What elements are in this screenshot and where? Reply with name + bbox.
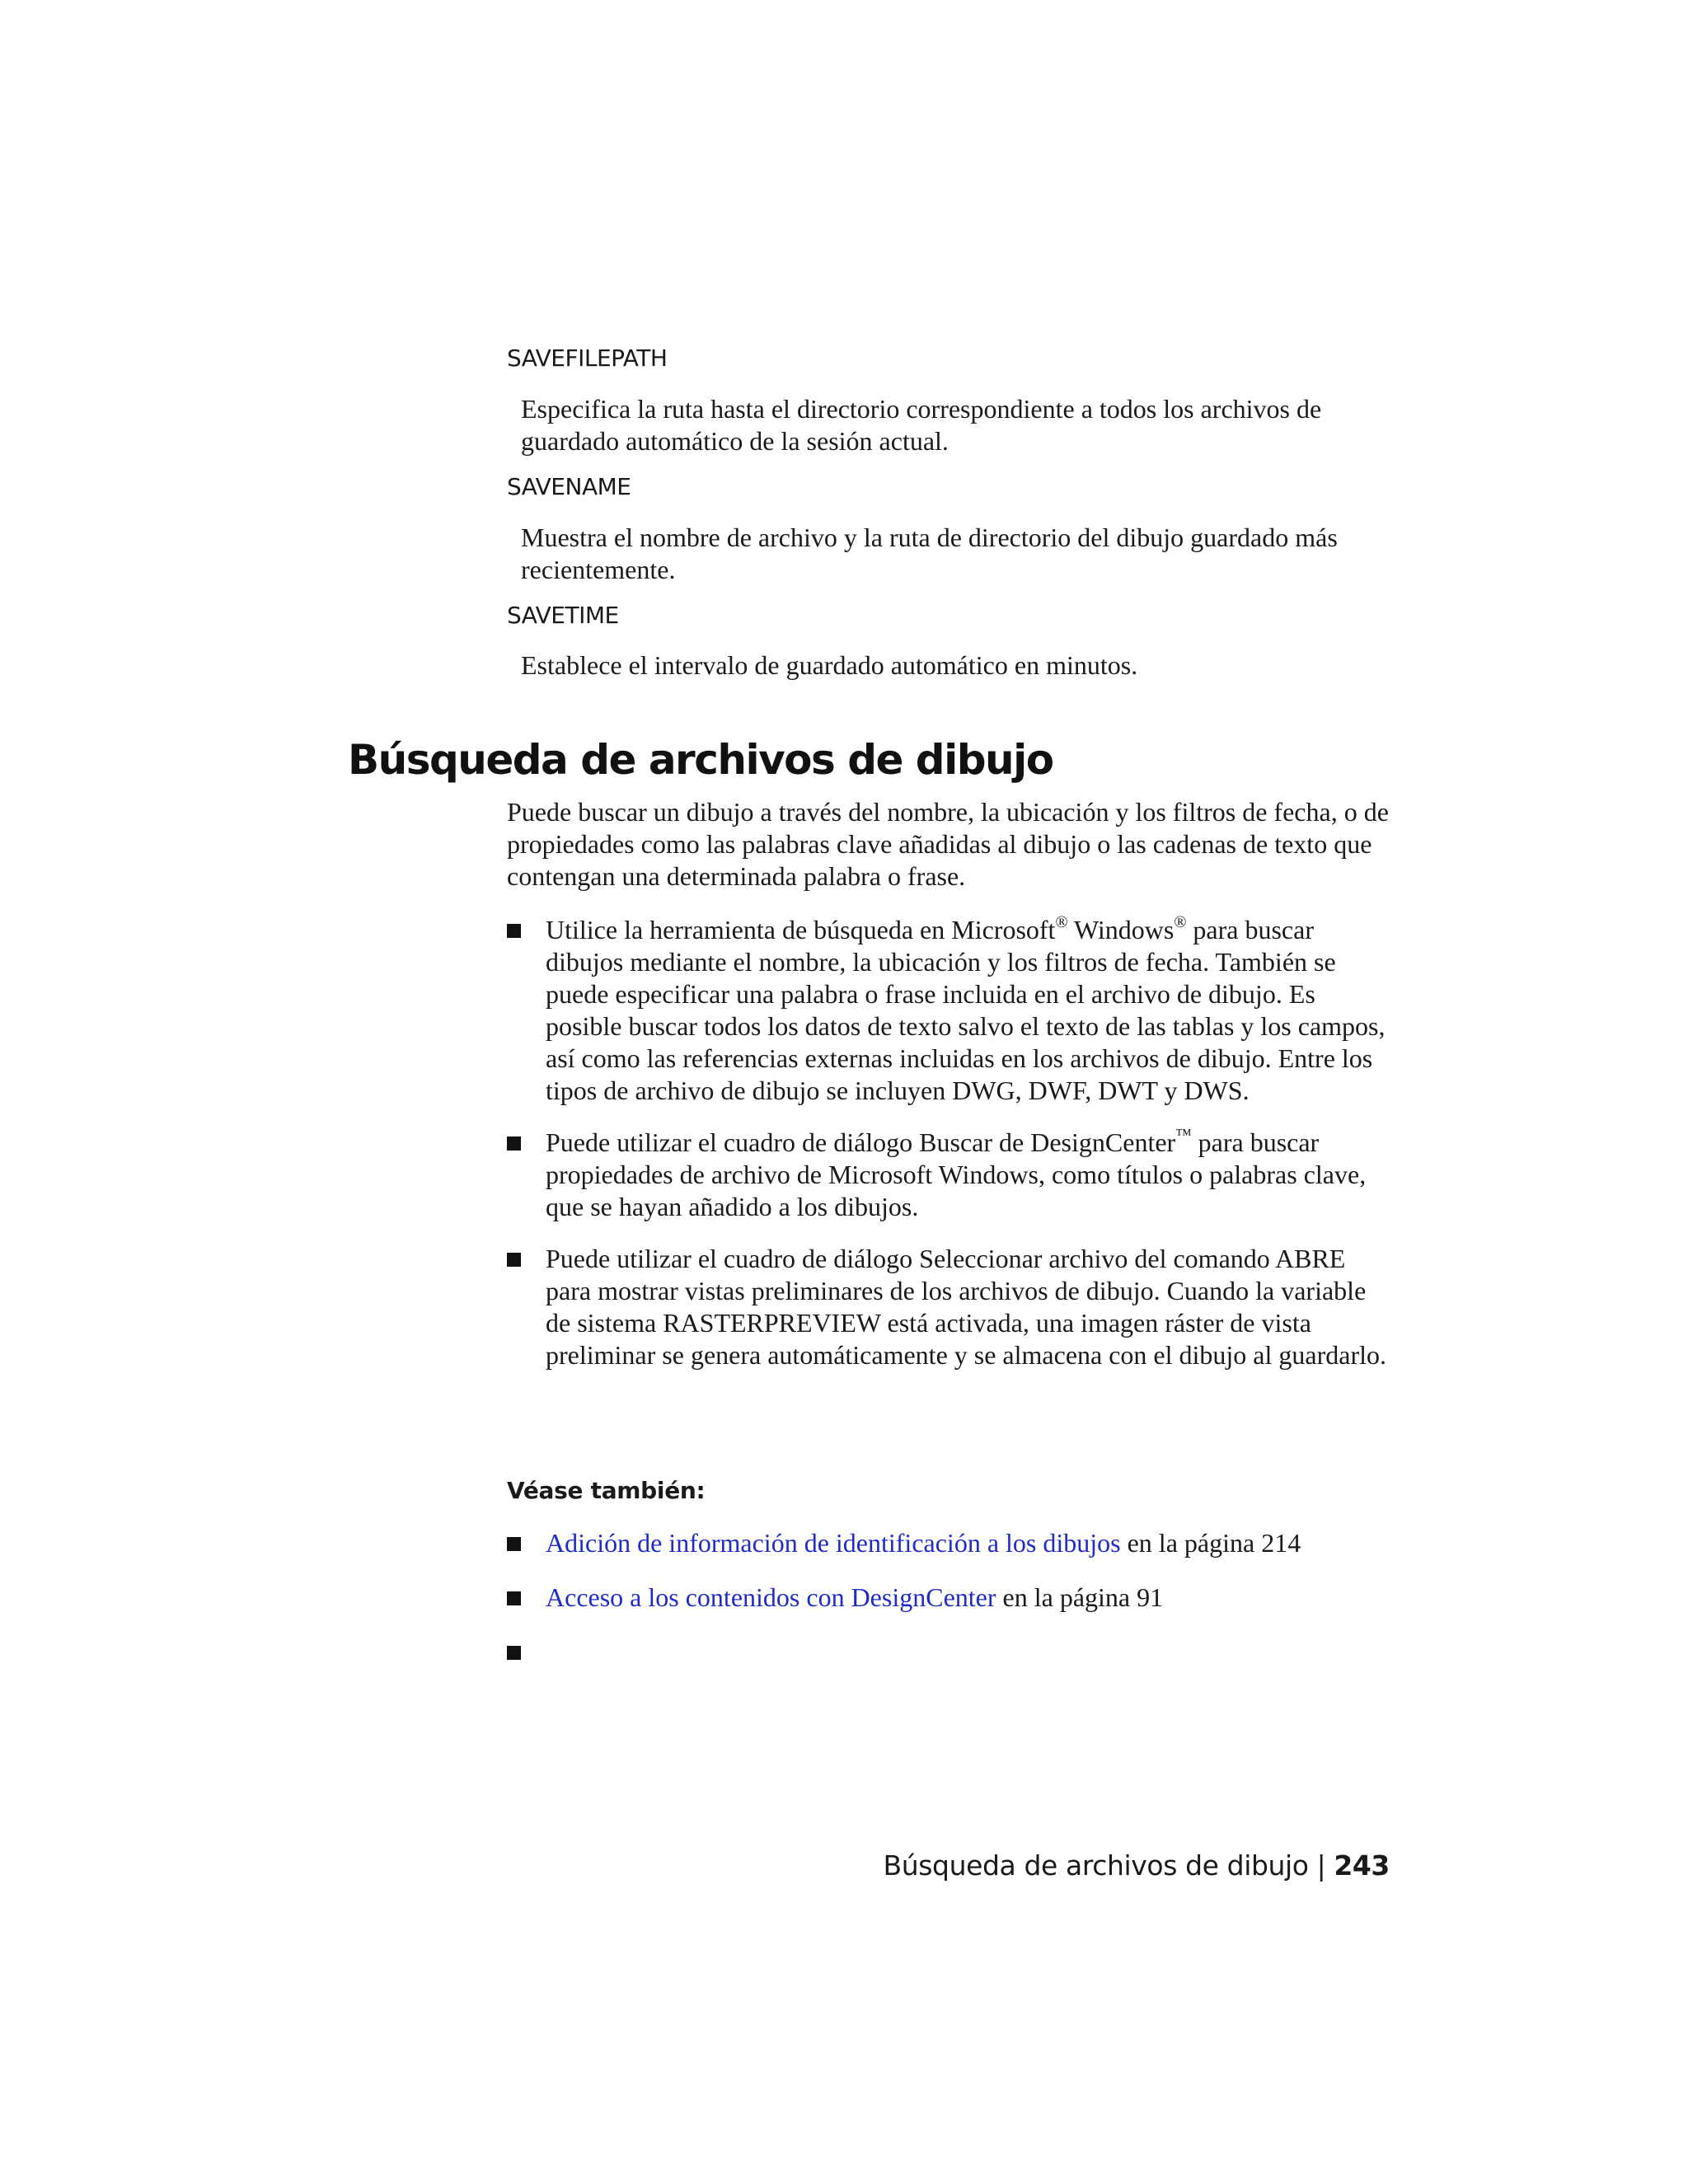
list-item xyxy=(507,1127,1397,1223)
registered-mark: ® xyxy=(1055,913,1068,932)
variable-term-savename: SAVENAME xyxy=(507,473,631,500)
page-footer xyxy=(884,1849,1390,1882)
see-also-page-ref: en la página 91 xyxy=(996,1582,1164,1612)
square-bullet-icon xyxy=(507,1137,521,1151)
bullet-text: Puede utilizar el cuadro de diálogo Seleccionar archivo del comando ABRE para mostrar vistas preliminares de los archivos de dibujo. Cuando la variable de sistema RASTERPREVIEW está activada, una imagen ráster de vista preliminar se genera automáticamente y se almacena con el dibujo al guardarlo. xyxy=(546,1244,1386,1370)
section-intro: Puede buscar un dibujo a través del nombre, la ubicación y los filtros de fecha, o de propiedades como las palabras clave añadidas al dibujo o las cadenas de texto que contengan una determinada palabra o frase. xyxy=(507,797,1389,891)
feature-bullet-list xyxy=(507,914,1397,1391)
see-also-item xyxy=(507,1527,1397,1559)
bullet-text-part: para buscar dibujos mediante el nombre, la ubicación y los filtros de fecha. También se puede especificar una palabra o frase incluida en el archivo de dibujo. Es posible buscar todos los datos de texto salvo el texto de las tablas y los campos, así como las referencias externas incluidas en los archivos de dibujo. Entre los tipos de archivo de dibujo se incluyen DWG, DWF, DWT y DWS. xyxy=(546,915,1386,1105)
footer-section-name: Búsqueda de archivos de dibujo xyxy=(883,1849,1309,1882)
see-also-heading: Véase también: xyxy=(507,1477,706,1504)
section-title: Búsqueda de archivos de dibujo xyxy=(348,736,1053,784)
variable-term-savefilepath: SAVEFILEPATH xyxy=(507,344,668,372)
see-also-page-ref: en la página 214 xyxy=(1120,1528,1301,1558)
square-bullet-icon xyxy=(507,1537,521,1551)
square-bullet-icon xyxy=(507,1253,521,1267)
footer-separator: | xyxy=(1316,1849,1326,1882)
see-also-item-empty xyxy=(507,1636,1397,1668)
square-bullet-icon xyxy=(507,924,521,938)
registered-mark: ® xyxy=(1174,913,1187,932)
bullet-text-part: Windows xyxy=(1067,915,1175,944)
variable-description-savefilepath: Especifica la ruta hasta el directorio correspondiente a todos los archivos de guardado automático de la sesión actual. xyxy=(521,394,1322,456)
trademark-mark: ™ xyxy=(1175,1126,1192,1145)
variable-term-savetime: SAVETIME xyxy=(507,602,619,629)
bullet-text-part: para buscar propiedades de archivo de Microsoft Windows, como títulos o palabras clave, que se hayan añadido a los dibujos. xyxy=(546,1127,1367,1221)
bullet-text-part: Utilice la herramienta de búsqueda en Microsoft xyxy=(546,915,1056,944)
page-number: 243 xyxy=(1334,1849,1390,1882)
see-also-link-identification[interactable]: Adición de información de identificación a los dibujos xyxy=(546,1528,1121,1558)
see-also-item xyxy=(507,1582,1397,1614)
bullet-text-part: Puede utilizar el cuadro de diálogo Buscar de DesignCenter xyxy=(546,1127,1176,1157)
see-also-link-designcenter[interactable]: Acceso a los contenidos con DesignCenter xyxy=(546,1582,996,1612)
variable-description-savetime: Establece el intervalo de guardado automático en minutos. xyxy=(521,650,1138,680)
see-also-list xyxy=(507,1527,1397,1688)
variable-description-savename: Muestra el nombre de archivo y la ruta de directorio del dibujo guardado más recientemente. xyxy=(521,523,1338,584)
list-item xyxy=(507,914,1397,1107)
square-bullet-icon xyxy=(507,1591,521,1605)
list-item xyxy=(507,1243,1397,1371)
square-bullet-icon xyxy=(507,1646,521,1660)
